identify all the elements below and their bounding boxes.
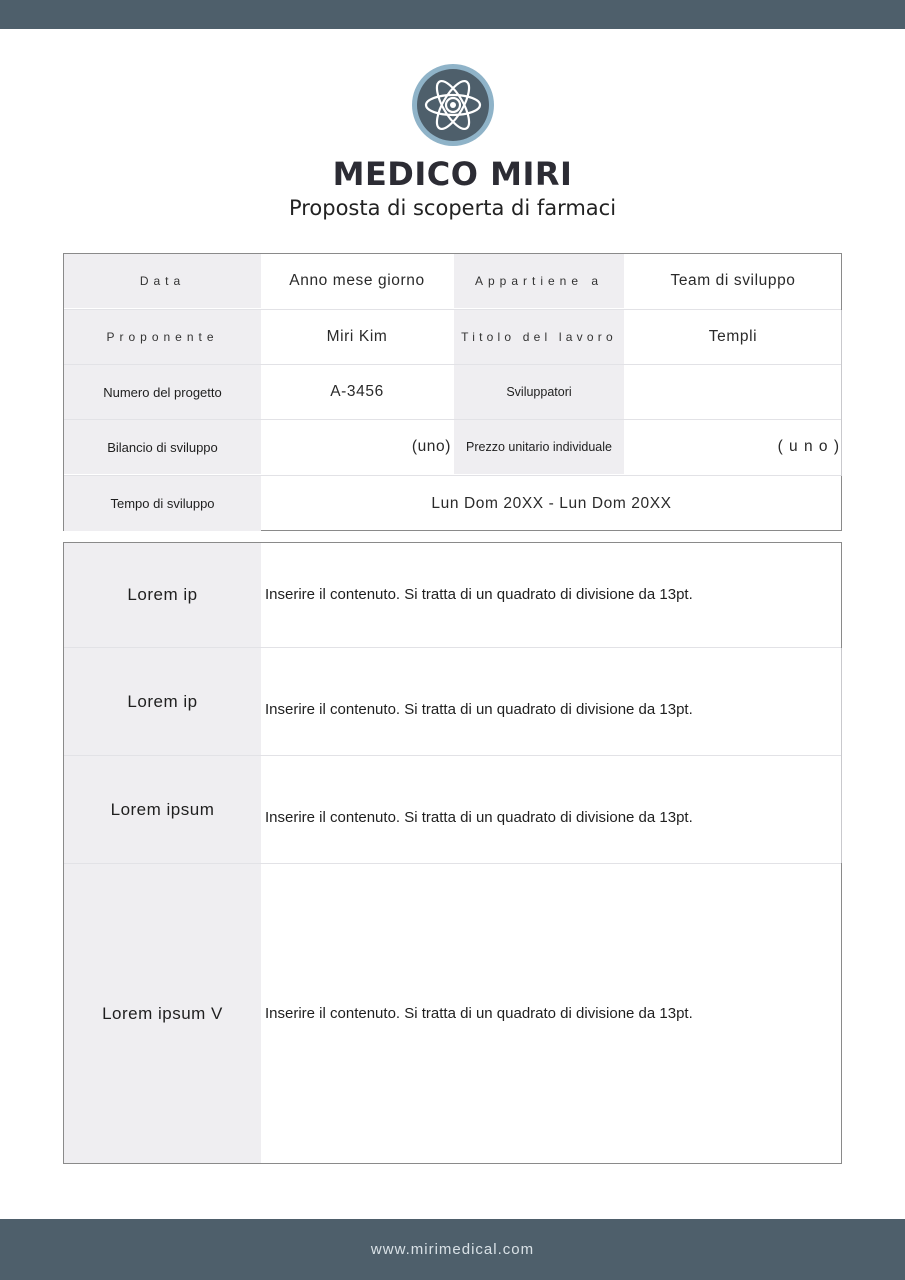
content-table	[63, 542, 842, 1164]
document-subtitle: Proposta di scoperta di farmaci	[288, 196, 617, 220]
sviluppatori-value	[624, 365, 842, 419]
prezzo-value: ( u n o )	[777, 438, 840, 455]
section-title: Lorem ipsum	[64, 756, 261, 863]
prezzo-label: Prezzo unitario individuale	[454, 420, 624, 474]
tempo-value: Lun Dom 20XX - Lun Dom 20XX	[431, 494, 672, 512]
section-text: Inserire il contenuto. Si tratta di un quadrato di divisione da 13pt.	[265, 1005, 693, 1022]
data-label: Data	[64, 254, 261, 308]
numero-value: A-3456	[330, 383, 384, 400]
section-title: Lorem ip	[64, 543, 261, 647]
section-title: Lorem ipsum V	[64, 864, 261, 1163]
proponente-value: Miri Kim	[326, 328, 388, 345]
bilancio-value: (uno)	[411, 438, 451, 455]
top-bar	[0, 0, 905, 29]
proponente-label: Proponente	[64, 310, 261, 364]
appartiene-value: Team di sviluppo	[670, 272, 796, 289]
section-text: Inserire il contenuto. Si tratta di un quadrato di divisione da 13pt.	[265, 586, 693, 603]
tempo-label: Tempo di sviluppo	[64, 476, 261, 531]
info-table	[63, 253, 842, 531]
section-text: Inserire il contenuto. Si tratta di un quadrato di divisione da 13pt.	[265, 809, 693, 826]
bilancio-label: Bilancio di sviluppo	[64, 420, 261, 474]
sviluppatori-label: Sviluppatori	[454, 365, 624, 419]
appartiene-label: Appartiene a	[454, 254, 624, 308]
atom-icon	[411, 63, 495, 147]
website-link[interactable]: www.mirimedical.com	[370, 1241, 535, 1258]
titolo-value: Templi	[708, 328, 758, 345]
numero-label: Numero del progetto	[64, 365, 261, 419]
titolo-label: Titolo del lavoro	[454, 310, 624, 364]
section-text: Inserire il contenuto. Si tratta di un quadrato di divisione da 13pt.	[265, 701, 693, 718]
footer-bar	[0, 1219, 905, 1280]
data-value: Anno mese giorno	[289, 272, 425, 289]
section-title: Lorem ip	[64, 648, 261, 755]
brand-name: MEDICO MIRI	[332, 155, 573, 193]
